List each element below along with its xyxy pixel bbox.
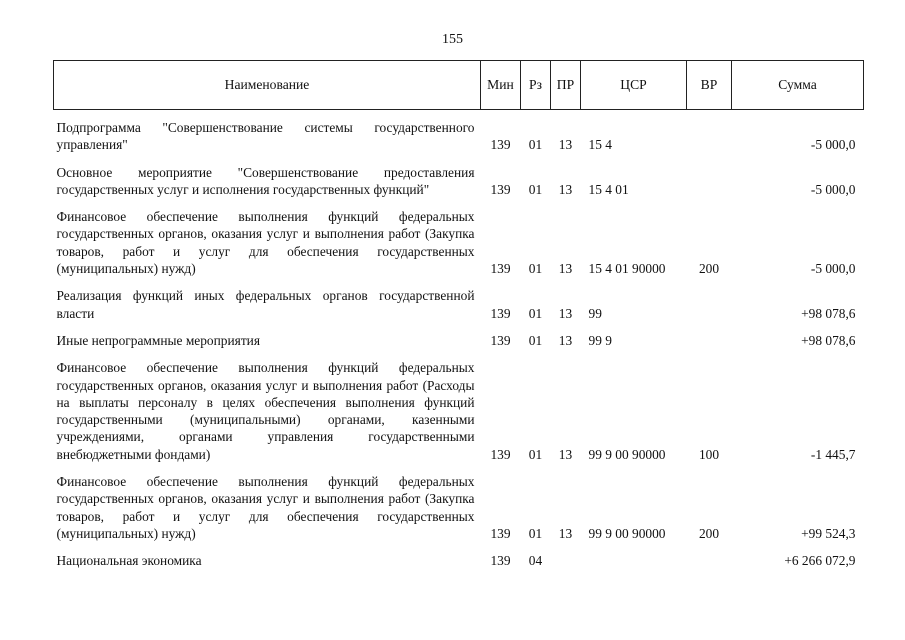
- row-csr: 15 4 01: [588, 181, 629, 197]
- row-min: 139: [490, 137, 511, 153]
- row-rz: 01: [528, 137, 543, 153]
- row-min: 139: [490, 305, 511, 321]
- row-vr: 100: [698, 446, 720, 462]
- row-sum: +6 266 072,9: [784, 553, 856, 569]
- row-rz: 01: [528, 261, 543, 277]
- row-csr: 99 9: [588, 332, 612, 348]
- table-body: [54, 110, 864, 573]
- row-vr: [687, 545, 732, 572]
- row-vr: 200: [698, 261, 720, 277]
- row-csr: 99 9 00 90000: [588, 525, 666, 541]
- table-row: [54, 466, 864, 545]
- row-pr: 13: [558, 261, 573, 277]
- page-number: 155: [442, 32, 463, 47]
- row-pr: 13: [558, 305, 573, 321]
- row-csr: 99: [588, 305, 602, 321]
- row-vr: 200: [698, 525, 720, 541]
- row-name: Финансовое обеспечение выполнения функций федеральных государственных органов, оказания услуг и выполнения работ (Закупка товаров, работ и услуг для обеспечения государственных (муниципальных) нужд): [56, 209, 475, 277]
- row-sum: +99 524,3: [801, 525, 856, 541]
- row-pr: 13: [558, 446, 573, 462]
- row-vr: [687, 325, 732, 352]
- row-rz: 01: [528, 446, 543, 462]
- table-row: [54, 157, 864, 202]
- row-rz: 01: [528, 305, 543, 321]
- table-row: [54, 201, 864, 280]
- table-row: [54, 545, 864, 572]
- row-name: Подпрограмма "Совершенствование системы государственного управления": [56, 120, 475, 153]
- row-pr: [551, 545, 581, 572]
- row-sum: -5 000,0: [810, 137, 856, 153]
- row-rz: 04: [528, 553, 543, 569]
- row-rz: 01: [528, 181, 543, 197]
- budget-table: [53, 60, 864, 573]
- row-csr: 15 4 01 90000: [588, 261, 666, 277]
- row-name: Реализация функций иных федеральных органов государственной власти: [56, 288, 475, 321]
- row-name: Основное мероприятие "Совершенствование предоставления государственных услуг и исполнения государственных функций": [56, 164, 475, 197]
- row-csr: 15 4: [588, 137, 612, 153]
- row-sum: -5 000,0: [810, 181, 856, 197]
- row-name: Финансовое обеспечение выполнения функций федеральных государственных органов, оказания услуг и выполнения работ (Закупка товаров, работ и услуг для обеспечения государственных (муниципальных) нужд): [56, 474, 475, 541]
- row-rz: 01: [528, 332, 543, 348]
- row-vr: [687, 110, 732, 157]
- row-name: Иные непрограммные мероприятия: [56, 332, 260, 348]
- header-rz: Рз: [521, 61, 551, 110]
- table-row: [54, 110, 864, 157]
- row-sum: -5 000,0: [810, 261, 856, 277]
- header-min: Мин: [481, 61, 521, 110]
- row-pr: 13: [558, 137, 573, 153]
- header-csr: ЦСР: [581, 61, 687, 110]
- row-pr: 13: [558, 181, 573, 197]
- table-row: [54, 325, 864, 352]
- row-csr: [581, 545, 687, 572]
- row-sum: +98 078,6: [801, 332, 856, 348]
- row-min: 139: [490, 181, 511, 197]
- row-sum: -1 445,7: [810, 446, 856, 462]
- header-name: Наименование: [54, 61, 481, 110]
- row-sum: +98 078,6: [801, 305, 856, 321]
- row-min: 139: [490, 446, 511, 462]
- header-pr: ПР: [551, 61, 581, 110]
- header-sum: Сумма: [732, 61, 864, 110]
- table-row: [54, 352, 864, 466]
- row-name: Национальная экономика: [56, 553, 202, 569]
- row-pr: 13: [558, 332, 573, 348]
- row-min: 139: [490, 553, 511, 569]
- header-row: [54, 61, 864, 110]
- table-row: [54, 280, 864, 325]
- row-csr: 99 9 00 90000: [588, 446, 666, 462]
- row-min: 139: [490, 261, 511, 277]
- header-vr: ВР: [687, 61, 732, 110]
- row-name: Финансовое обеспечение выполнения функций федеральных государственных органов, оказания услуг и выполнения работ (Расходы на выплаты персоналу в целях обеспечения выполнения функций государственными (муниципальными) органами, казенными учреждениями, органами управления государственными внебюджетными фондами): [56, 360, 475, 462]
- table-header: [54, 61, 864, 110]
- row-pr: 13: [558, 525, 573, 541]
- row-vr: [687, 280, 732, 325]
- row-vr: [687, 157, 732, 202]
- row-rz: 01: [528, 525, 543, 541]
- row-min: 139: [490, 525, 511, 541]
- row-min: 139: [490, 332, 511, 348]
